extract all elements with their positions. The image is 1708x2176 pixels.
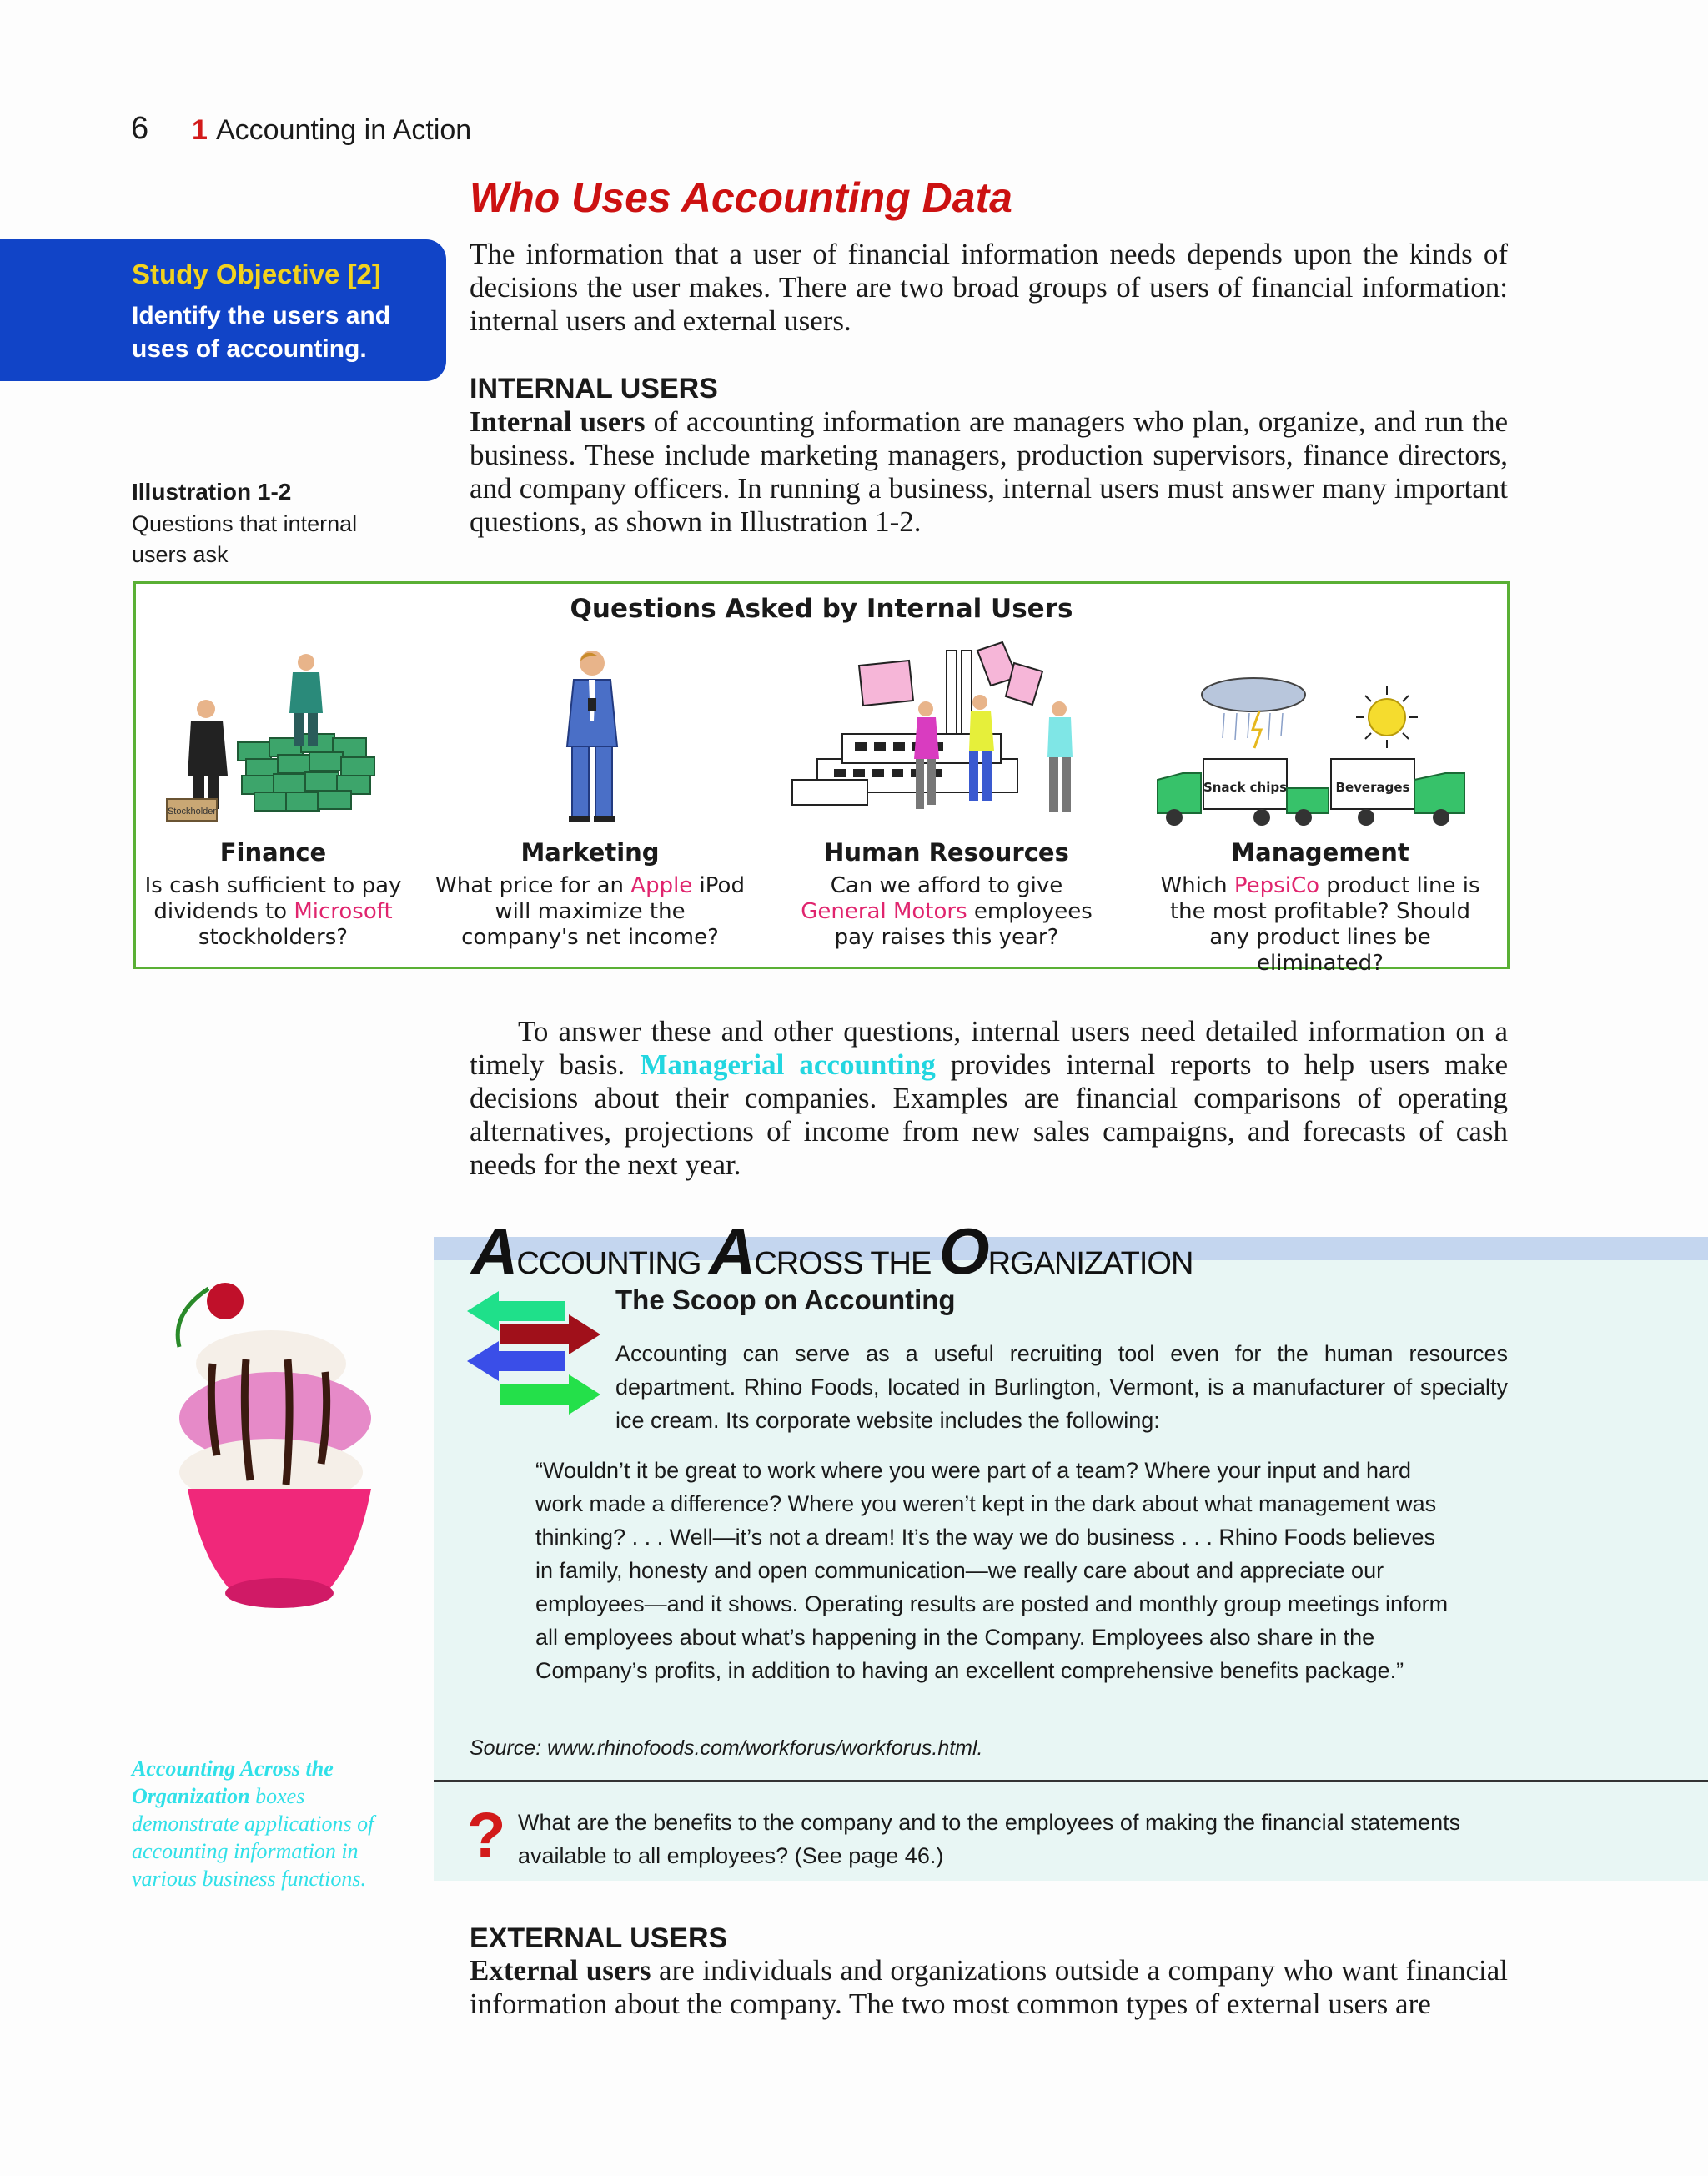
internal-users-text: of accounting information are managers who plan, organize, and run the business. These include marketing managers, production supervisors, finance directors, and company officers. In running a business, internal users must answer many important questions, as shown in Illustration 1-2.: [470, 405, 1508, 538]
human-resources-illustration: [784, 634, 1113, 830]
study-objective-text: Identify the users and uses of accounting.: [132, 302, 391, 363]
internal-users-heading: INTERNAL USERS: [470, 373, 718, 405]
illustration-label: Illustration 1-2: [132, 479, 292, 505]
aao-question: What are the benefits to the company and to the employees of making the financial statements available to all employees? (See page 46.): [518, 1810, 1461, 1868]
management-question: Which PepsiCo product line is the most profitable? Should any product lines be eliminated?: [1160, 873, 1480, 976]
aao-quote: “Wouldn’t it be great to work where you were part of a team? Where your input and hard work made a difference? Where you weren’t kept in the dark about what management was thinking? . . . Well—it’s not a dream! It’s the way we do business . . . Rhino Foods believes in family, honesty and open communication—we really care about and appreciate our employees—and it shows. Operating results are posted and monthly group meetings inform all employees about what’s happening in the Company. Employees also share in the Company’s profits, in addition to having an excellent comprehensive benefits package.”: [535, 1458, 1449, 1683]
banker-figure: [289, 654, 323, 746]
company-general-motors: General Motors: [801, 899, 967, 924]
external-users-text: are individuals and organizations outside a company who want financial information about the company. The two most common types of external users are: [470, 1954, 1508, 2020]
ice-cream-sundae-image: [163, 1255, 396, 1622]
internal-users-paragraph: [470, 405, 1508, 539]
side-note: Accounting Across the Organization boxes demonstrate applications of accounting information in various business functions.: [132, 1756, 374, 1891]
illustration-caption: Questions that internal users ask: [132, 511, 358, 567]
illustration-title: Questions Asked by Internal Users: [570, 594, 1073, 624]
company-pepsico: PepsiCo: [1233, 873, 1320, 898]
managerial-accounting-term: Managerial accounting: [640, 1048, 936, 1081]
intro-paragraph: The information that a user of financial information needs depends upon the kinds of decisions the user makes. There are two broad groups of users of financial information: internal users and external users.: [470, 238, 1508, 337]
finance-question: Is cash sufficient to pay dividends to Microsoft stockholders?: [144, 873, 402, 950]
human-resources-question: Can we afford to give General Motors employees pay raises this year?: [801, 873, 1093, 950]
chapter-title: Accounting in Action: [216, 114, 472, 146]
arrows-icon: [467, 1291, 600, 1415]
section-title: Who Uses Accounting Data: [470, 174, 1012, 221]
company-microsoft: Microsoft: [294, 899, 393, 924]
question-mark-icon: ?: [467, 1800, 506, 1871]
marketing-illustration: [542, 646, 642, 830]
truck-label-beverages: Beverages: [1335, 780, 1410, 795]
external-users-heading: EXTERNAL USERS: [470, 1922, 728, 1954]
marketing-title: Marketing: [520, 838, 660, 867]
aao-box-title: The Scoop on Accounting: [615, 1284, 956, 1315]
management-title: Management: [1231, 838, 1409, 867]
aao-source: Source: www.rhinofoods.com/workforus/workforus.html.: [470, 1736, 983, 1760]
chapter-number: 1: [192, 114, 208, 146]
management-illustration: [1149, 671, 1495, 834]
external-users-paragraph: [470, 1954, 1508, 2021]
finance-illustration: [163, 651, 388, 830]
human-resources-title: Human Resources: [824, 838, 1069, 867]
truck-label-snack-chips: Snack chips: [1203, 780, 1288, 795]
company-apple: Apple: [630, 873, 693, 898]
stockholder-figure: [188, 700, 228, 809]
finance-title: Finance: [219, 838, 327, 867]
aao-title: ACCOUNTING ACROSS THE ORGANIZATION: [471, 1214, 1193, 1288]
internal-users-term: Internal users: [470, 405, 646, 438]
page-number: 6: [131, 111, 149, 146]
aao-divider: [434, 1780, 1708, 1782]
study-objective-label: Study Objective [2]: [132, 259, 381, 289]
marketing-question: What price for an Apple iPod will maximize the company's net income?: [435, 873, 745, 950]
stockholder-tag: Stockholder: [167, 807, 217, 817]
aao-intro: Accounting can serve as a useful recruiting tool even for the human resources department. Rhino Foods, located in Burlington, Vermont, is a manufacturer of specialty ice cream. Its corporate website includes the following:: [615, 1341, 1508, 1433]
external-users-term: External users: [470, 1954, 651, 1987]
managerial-accounting-paragraph: To answer these and other questions, internal users need detailed information on a timely basis. Managerial accounting provides internal reports to help users make decisions about their companies. Examples are financial comparisons of operating alternatives, projections of income from new sales campaigns, and forecasts of cash needs for the next year.: [470, 1015, 1508, 1181]
